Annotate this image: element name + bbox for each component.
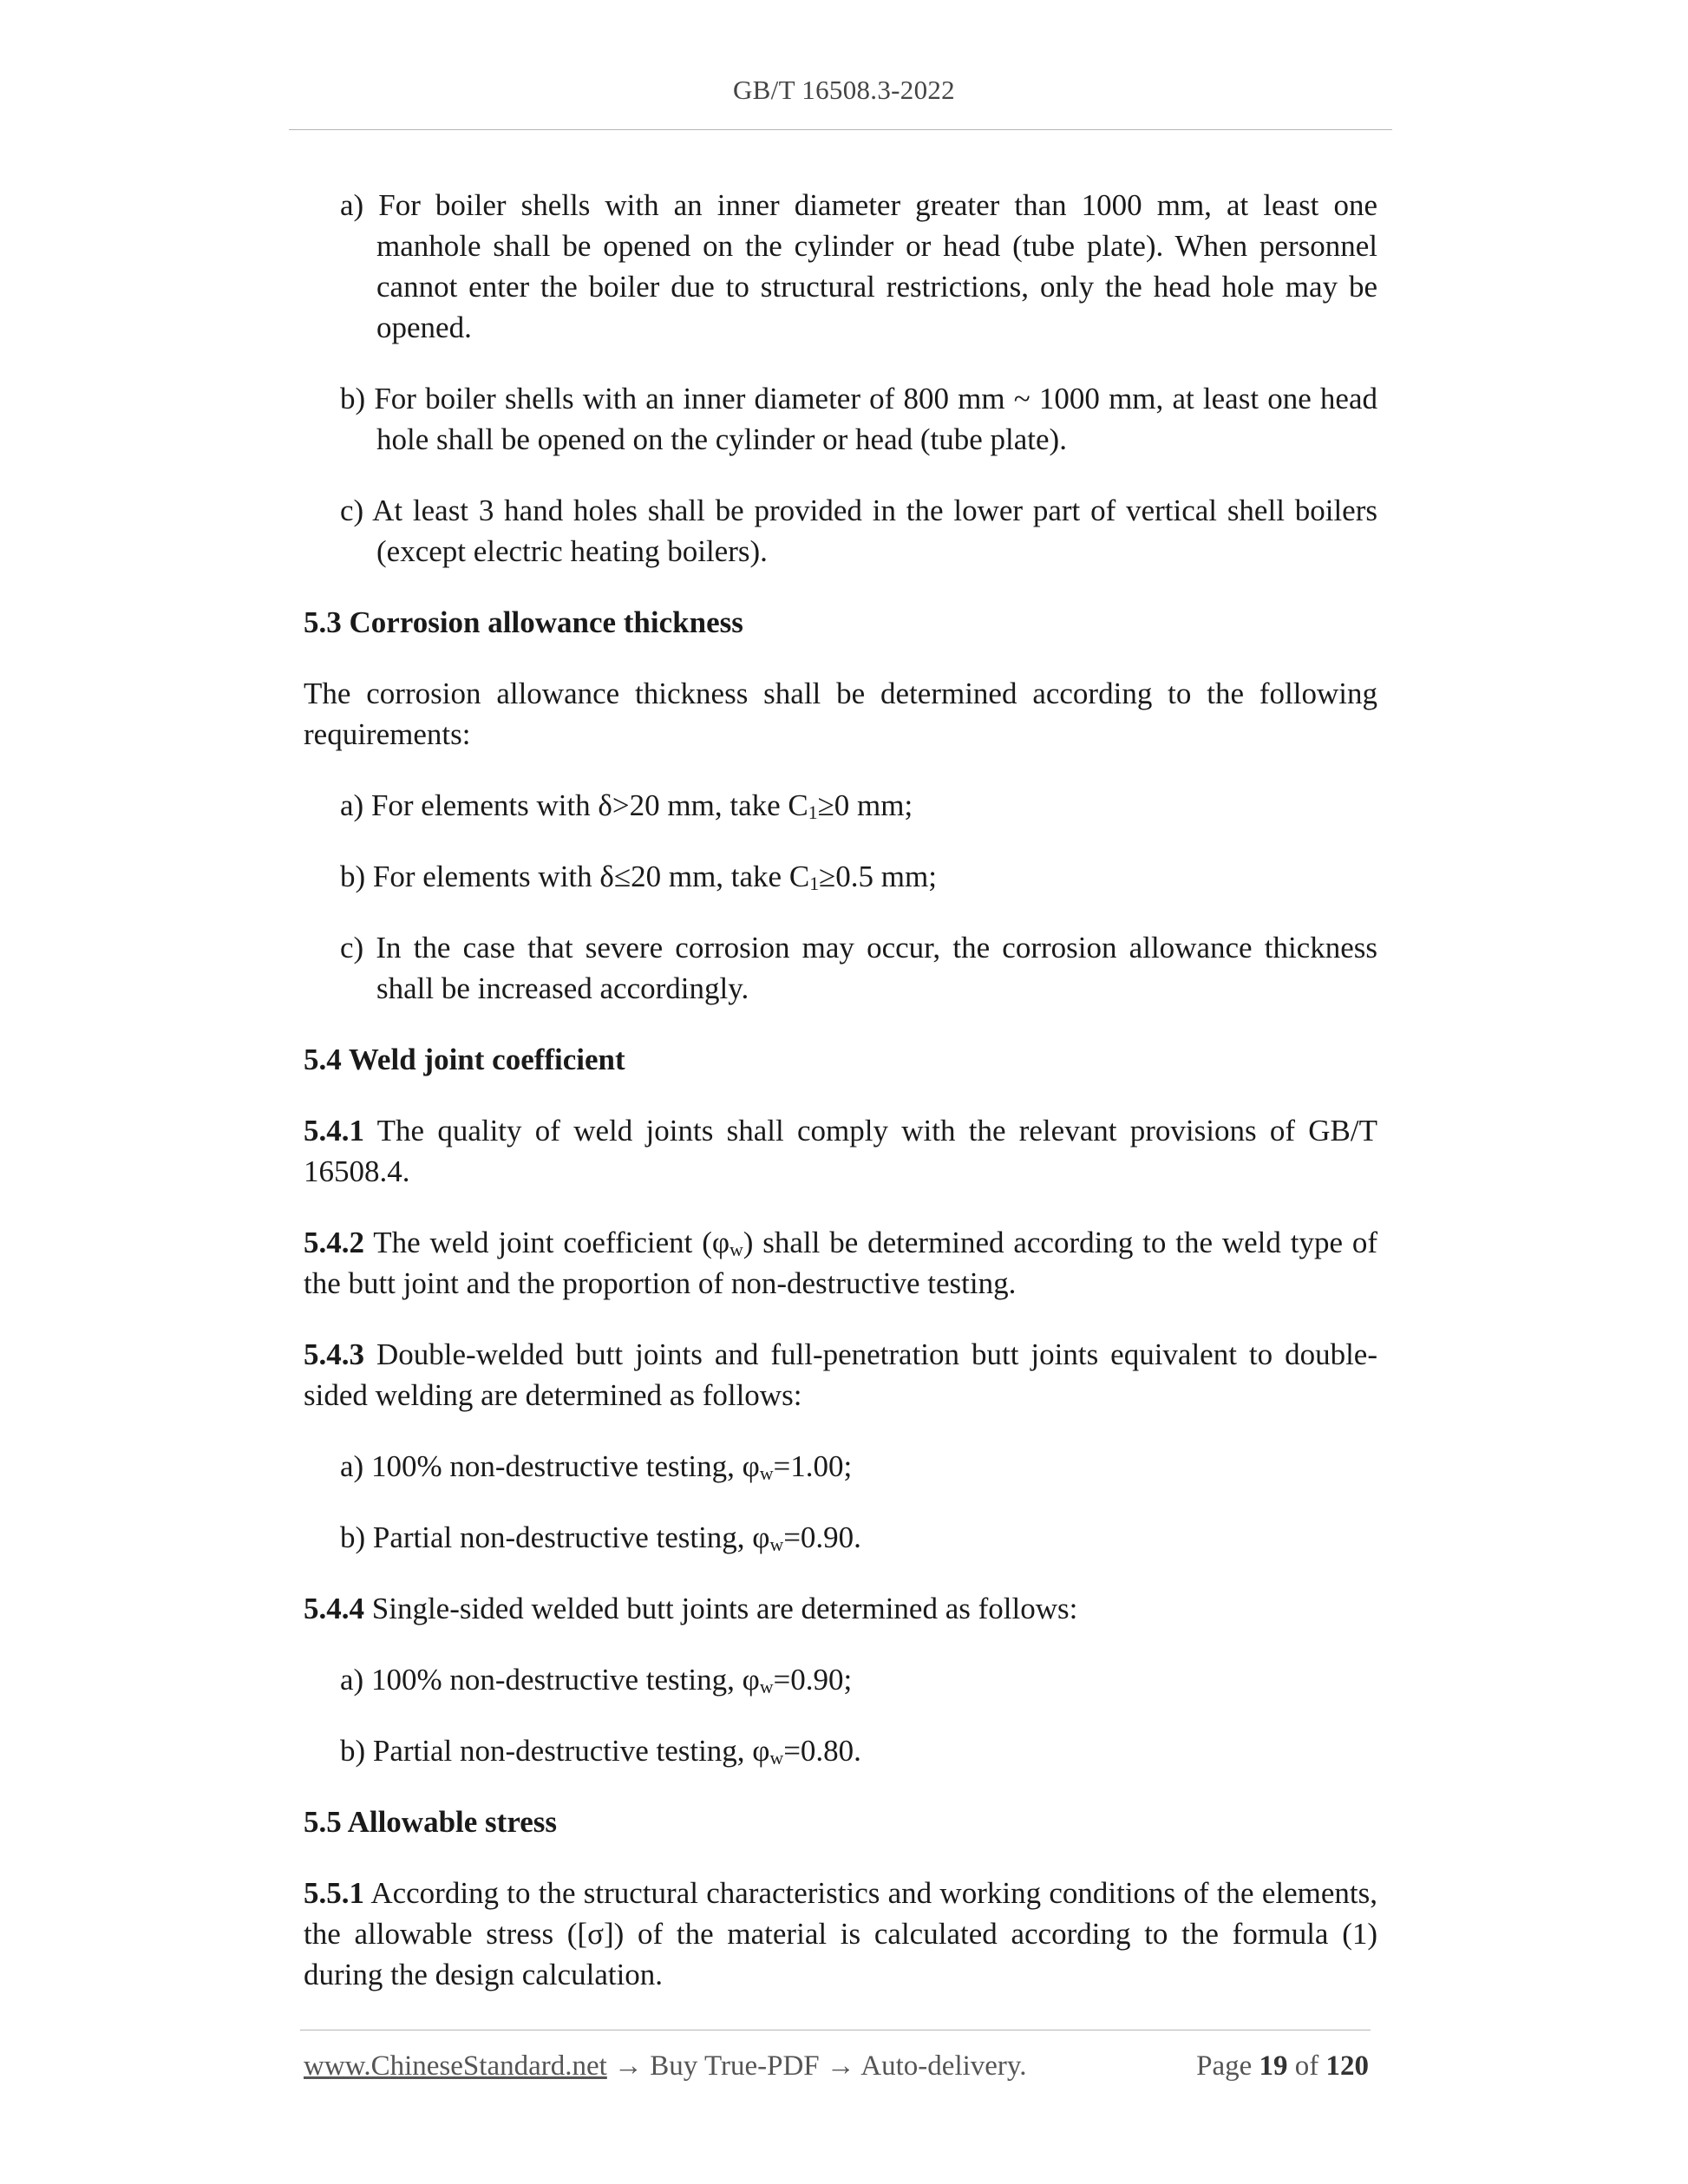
list-item: a) 100% non-destructive testing, $\varphi_w=1.00$; [340,1449,853,1484]
list-item: a) 100% non-destructive testing, $\varphi_w=0.90$; [340,1663,853,1697]
paragraph: The corrosion allowance thickness shall be determined according to the following requirements: [304,677,1377,751]
list-item: a) For elements with δ>20 mm, take $C_1\ge 0$ mm; [340,788,913,823]
section-heading-5-4: 5.4 Weld joint coefficient [304,1043,625,1076]
standard-code-header: GB/T 16508.3-2022 [733,75,955,105]
list-item: c) In the case that severe corrosion may occur, the corrosion allowance thickness shall be increased accordingly. [340,931,1377,1005]
clause-5-4-4: 5.4.4 Single-sided welded butt joints are determined as follows: [304,1592,1078,1625]
list-item: b) For elements with δ≤20 mm, take $C_1\ge 0.5$ mm; [340,860,937,894]
header-divider [289,129,1392,130]
list-item: c) At least 3 hand holes shall be provided in the lower part of vertical shell boilers (except electric heating boilers). [340,494,1377,568]
page-indicator: Page 19 of 120 [1196,2050,1369,2082]
clause-5-5-1: 5.5.1 According to the structural characteristics and working conditions of the elements, the allowable stress ([σ]) of the material is calculated according to the formula (1) during the design calculation. [304,1876,1377,1991]
page-body [304,185,1377,1995]
list-item: b) Partial non-destructive testing, $\varphi_w=0.90$. [340,1520,861,1555]
clause-5-4-2: 5.4.2 The weld joint coefficient $(\varphi_w)$ shall be determined according to the weld type of the butt joint and the proportion of non-destructive testing. [304,1226,1378,1300]
total-pages: 120 [1325,2050,1369,2082]
chinesestandard-link[interactable]: www.ChineseStandard.net [304,2050,607,2082]
list-item: b) Partial non-destructive testing, $\varphi_w=0.80$. [340,1734,861,1769]
list-item: a) For boiler shells with an inner diameter greater than 1000 mm, at least one manhole shall be opened on the cylinder or head (tube plate). When personnel cannot enter the boiler due to structural restrictions, only the head hole may be opened. [340,188,1377,344]
footer-promo-text: → Buy True-PDF → Auto-delivery. [606,2050,1027,2082]
footer-promo [304,2050,1027,2083]
list-item: b) For boiler shells with an inner diameter of 800 mm ~ 1000 mm, at least one head hole shall be opened on the cylinder or head (tube plate). [340,382,1377,456]
page-number: 19 [1259,2050,1288,2082]
section-heading-5-3: 5.3 Corrosion allowance thickness [304,605,743,639]
clause-5-4-1: 5.4.1 The quality of weld joints shall comply with the relevant provisions of GB/T 16508.4. [304,1114,1377,1188]
clause-5-4-3: 5.4.3 Double-welded butt joints and full-penetration butt joints equivalent to double-sided welding are determined as follows: [304,1337,1377,1412]
section-heading-5-5: 5.5 Allowable stress [304,1805,557,1839]
